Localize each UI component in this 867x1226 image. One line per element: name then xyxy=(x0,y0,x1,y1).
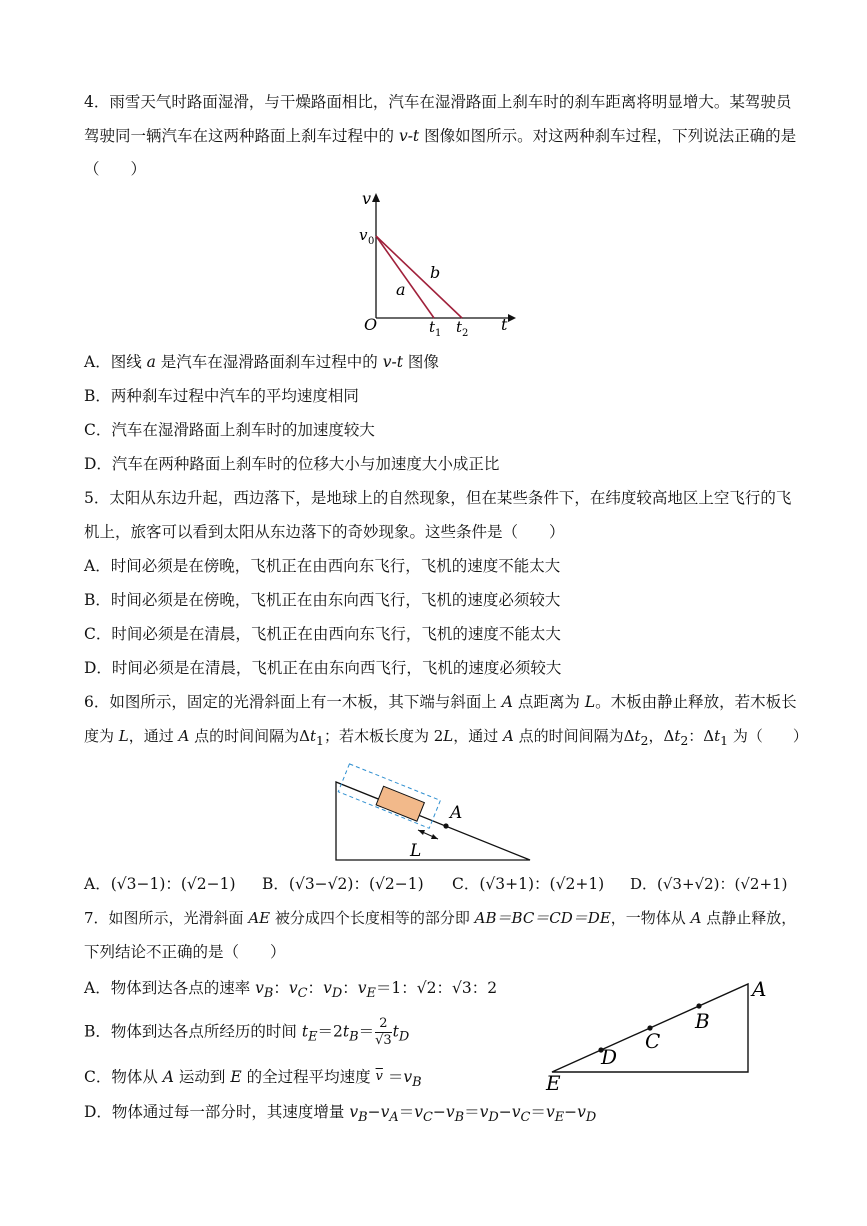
option-text: ： xyxy=(342,979,358,997)
l-label: L xyxy=(410,841,422,861)
answer-paren: （ ） xyxy=(84,160,147,178)
q6-var: A xyxy=(503,727,514,745)
velocity-sub: B xyxy=(454,1110,465,1126)
q6-var: A xyxy=(178,727,190,745)
line-b-label: b xyxy=(430,263,441,282)
q6-text: 6．如图所示，固定的光滑斜面上有一木板，其下端与斜面上 xyxy=(84,693,502,711)
option-text: 运动到 xyxy=(174,1068,231,1086)
point-e-label: E xyxy=(546,1071,561,1092)
q5-option-c xyxy=(84,624,561,644)
q6-text: ：Δ xyxy=(688,727,715,745)
line-a xyxy=(376,236,434,318)
point-a-label: A xyxy=(752,977,767,1001)
l-arrow-head xyxy=(418,830,425,835)
line-a-label: a xyxy=(396,280,406,299)
operator: − xyxy=(432,1103,446,1121)
average-velocity-symbol: $\overline{v}$ xyxy=(375,1069,383,1084)
option-var: v xyxy=(288,979,298,997)
option-text: C．物体从 xyxy=(84,1068,163,1086)
fraction xyxy=(375,1016,392,1049)
option-text: B．时间必须是在傍晚，飞机正在由东向西飞行，飞机的速度必须较大 xyxy=(84,591,561,609)
q7-stem-line1 xyxy=(84,908,796,928)
q6-var: t xyxy=(309,727,317,745)
point-b xyxy=(696,1003,701,1008)
option-text: D．汽车在两种路面上刹车时的位移大小与加速度大小成正比 xyxy=(84,455,500,473)
option-text: ＝ xyxy=(358,1022,375,1041)
option-var: a xyxy=(146,353,156,371)
option-sub: B xyxy=(412,1075,422,1091)
q6-sub: 1 xyxy=(720,733,729,748)
option-text: D．物体通过每一部分时，其速度增量 xyxy=(84,1103,350,1121)
q6-var: L xyxy=(584,693,596,711)
fraction-denominator: √3 xyxy=(375,1033,392,1048)
option-var: A xyxy=(162,1068,174,1086)
q6-option-d xyxy=(630,874,787,894)
q6-text: 点的时间间隔为Δ xyxy=(513,727,635,745)
option-text: ＝ xyxy=(382,1068,404,1086)
operator: ＝ xyxy=(530,1103,546,1121)
q6-text: ；若木板长度为 2 xyxy=(323,727,444,745)
q6-text: 点的时间间隔为Δ xyxy=(189,727,310,745)
option-text: A．(√3−1)：(√2−1) xyxy=(84,875,236,893)
option-text: A．物体到达各点的速率 xyxy=(84,979,256,997)
vt-label: v-t xyxy=(398,127,420,145)
option-text: 的全过程平均速度 xyxy=(241,1068,376,1086)
q7-text: 7．如图所示，光滑斜面 xyxy=(84,909,249,927)
q4-option-d xyxy=(84,454,499,474)
operator: ＝ xyxy=(464,1103,480,1121)
q7-text: 被分成四个长度相等的部分即 xyxy=(270,909,475,927)
option-text: C．时间必须是在清晨，飞机正在由西向东飞行，飞机的速度不能太大 xyxy=(84,625,561,643)
point-c-label: C xyxy=(645,1029,661,1053)
option-text: B．物体到达各点所经历的时间 xyxy=(84,1022,302,1041)
q6-option-c xyxy=(452,874,604,894)
operator: − xyxy=(498,1103,512,1121)
l-arrow-head xyxy=(431,834,438,839)
origin-label: O xyxy=(364,315,378,334)
q5-option-b xyxy=(84,590,560,610)
q6-text: ，通过 xyxy=(128,727,179,745)
q6-stem-line1 xyxy=(84,692,797,712)
operator: − xyxy=(564,1103,578,1121)
q5-option-a xyxy=(84,556,560,576)
option-sub: B xyxy=(349,1029,359,1045)
fraction-numerator: 2 xyxy=(375,1016,392,1033)
q6-incline-figure xyxy=(330,760,540,865)
velocity-var: v xyxy=(511,1103,521,1121)
velocity-var: v xyxy=(380,1103,390,1121)
option-var: t xyxy=(301,1022,309,1041)
option-var: v xyxy=(255,979,264,997)
option-text: A．图线 xyxy=(84,353,147,371)
q7-var: A xyxy=(690,909,702,927)
q4-stem-text: 4．雨雪天气时路面湿滑，与干燥路面相比，汽车在湿滑路面上刹车时的刹车距离将明显增大。某驾驶员 xyxy=(84,93,792,111)
option-var: E xyxy=(230,1068,242,1086)
option-text: ： xyxy=(307,979,324,997)
q4-option-b xyxy=(84,386,359,406)
q5-option-d xyxy=(84,658,561,678)
option-var: v xyxy=(323,979,332,997)
operator: ＝ xyxy=(398,1103,415,1121)
q4-stem-line2 xyxy=(84,126,796,146)
point-a-label: A xyxy=(450,803,463,823)
t2-subscript: 2 xyxy=(462,328,469,339)
q6-text: 度为 xyxy=(84,727,119,745)
q6-text: 点距离为 xyxy=(513,693,585,711)
point-d-label: D xyxy=(601,1045,618,1069)
option-sub: E xyxy=(308,1029,318,1045)
q6-var: L xyxy=(118,727,129,745)
point-b-label: B xyxy=(695,1009,710,1033)
q4-answer-paren xyxy=(84,159,146,179)
v0-subscript: 0 xyxy=(368,236,375,247)
option-text: B．两种刹车过程中汽车的平均速度相同 xyxy=(84,387,359,405)
t-axis-arrow xyxy=(508,314,516,322)
option-var: t xyxy=(392,1022,399,1041)
q6-text: 。木板由静止释放，若木板长 xyxy=(595,693,797,711)
option-text: ＝1：√2：√3：2 xyxy=(375,979,498,997)
q6-var: L xyxy=(443,727,454,745)
velocity-var: v xyxy=(445,1103,455,1121)
q6-sub: 1 xyxy=(316,733,324,748)
velocity-sub: C xyxy=(422,1110,433,1126)
velocity-sub: B xyxy=(358,1110,368,1126)
q7-option-d xyxy=(84,1102,596,1128)
q7-text: 下列结论不正确的是（ ） xyxy=(84,943,286,961)
option-text: 是汽车在湿滑路面刹车过程中的 xyxy=(155,353,383,371)
q7-option-c xyxy=(84,1067,422,1093)
q7-incline-figure xyxy=(540,972,780,1092)
operator: − xyxy=(367,1103,381,1121)
q6-text: ，通过 xyxy=(453,727,504,745)
q6-var: t xyxy=(714,727,721,745)
option-text: ： xyxy=(273,979,289,997)
velocity-sub: C xyxy=(520,1110,531,1126)
q4-option-c xyxy=(84,420,375,440)
velocity-var: v xyxy=(577,1103,586,1121)
option-sub: E xyxy=(366,986,376,1002)
option-var: t xyxy=(342,1022,350,1041)
velocity-sub: E xyxy=(554,1110,565,1126)
option-text: C．汽车在湿滑路面上刹车时的加速度较大 xyxy=(84,421,375,439)
t2-label: t xyxy=(456,318,463,336)
q5-stem-line2 xyxy=(84,522,565,542)
q6-option-b xyxy=(262,874,424,894)
q7-var: AE xyxy=(248,909,271,927)
q6-sub: 2 xyxy=(680,733,689,748)
option-text: 图像 xyxy=(402,353,439,371)
q5-stem-line1 xyxy=(84,488,791,508)
q7-text: 点静止释放， xyxy=(701,909,797,927)
velocity-increment-expression xyxy=(349,1103,597,1126)
option-sub: C xyxy=(297,986,308,1002)
q4-stem-line1 xyxy=(84,92,791,112)
option-sub: D xyxy=(331,986,343,1002)
q4-vt-graph xyxy=(350,190,520,340)
option-text: C．(√3+1)：(√2+1) xyxy=(452,875,605,893)
option-sub: D xyxy=(398,1029,410,1045)
velocity-sub: D xyxy=(488,1110,499,1126)
velocity-sub: D xyxy=(585,1110,597,1126)
option-text: D．(√3+√2)：(√2+1) xyxy=(630,875,788,893)
option-text: A．时间必须是在傍晚，飞机正在由西向东飞行，飞机的速度不能太大 xyxy=(84,557,561,575)
option-sub: B xyxy=(263,986,274,1002)
velocity-var: v xyxy=(545,1103,555,1121)
q6-option-a xyxy=(84,874,236,894)
option-var: v-t xyxy=(382,353,403,371)
q6-text: 为（ ） xyxy=(728,727,808,745)
q7-var: AB＝BC＝CD＝DE xyxy=(474,909,611,927)
q6-var: t xyxy=(634,727,641,745)
velocity-sub: A xyxy=(389,1110,399,1126)
option-var: v xyxy=(357,979,367,997)
v-axis-label: v xyxy=(362,190,372,208)
t-axis-label: t xyxy=(501,315,508,334)
q5-stem-text2: 机上，旅客可以看到太阳从东边落下的奇妙现象。这些条件是（ ） xyxy=(84,523,565,541)
q4-stem-text3: 图像如图所示。对这两种刹车过程，下列说法正确的是 xyxy=(419,127,797,145)
q6-stem-line2 xyxy=(84,726,808,751)
velocity-var: v xyxy=(414,1103,423,1121)
q6-var: A xyxy=(501,693,513,711)
q7-text: ，一物体从 xyxy=(610,909,691,927)
q4-option-a xyxy=(84,352,439,372)
q6-sub: 2 xyxy=(640,733,649,748)
q6-text: ，Δ xyxy=(648,727,675,745)
q7-option-a xyxy=(84,978,497,1004)
velocity-var: v xyxy=(479,1103,489,1121)
t1-label: t xyxy=(429,318,436,336)
line-b xyxy=(376,236,462,318)
q6-var: t xyxy=(674,727,681,745)
v-axis-arrow xyxy=(372,193,380,202)
option-text: ＝2 xyxy=(317,1022,343,1041)
option-var: v xyxy=(403,1068,413,1086)
q7-stem-line2 xyxy=(84,942,286,962)
point-a xyxy=(443,823,448,828)
q4-stem-text2: 驾驶同一辆汽车在这两种路面上刹车过程中的 xyxy=(84,127,399,145)
option-text: B．(√3−√2)：(√2−1) xyxy=(262,875,424,893)
t1-subscript: 1 xyxy=(435,328,442,339)
velocity-var: v xyxy=(349,1103,359,1121)
incline xyxy=(336,782,530,860)
q5-stem-text: 5．太阳从东边升起，西边落下，是地球上的自然现象，但在某些条件下，在纬度较高地区上空飞行的飞 xyxy=(84,489,792,507)
option-text: D．时间必须是在清晨，飞机正在由东向西飞行，飞机的速度必须较大 xyxy=(84,659,562,677)
v0-label: v xyxy=(359,226,368,244)
q7-option-b xyxy=(84,1016,409,1049)
